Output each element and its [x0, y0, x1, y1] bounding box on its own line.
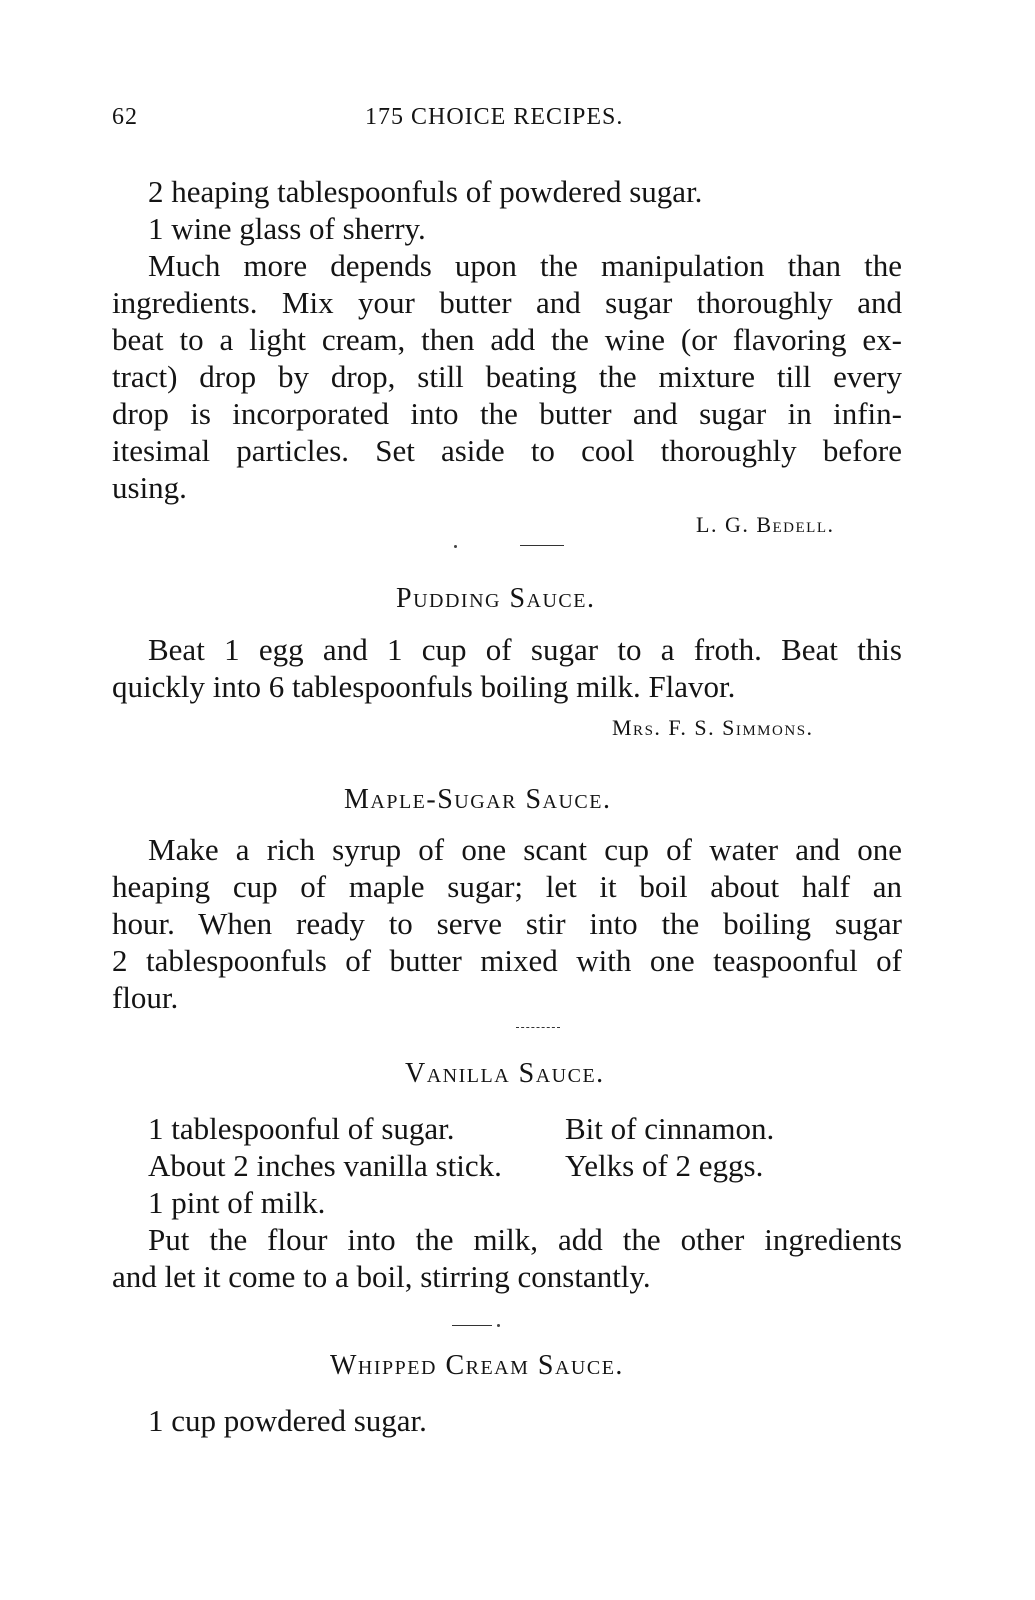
section-divider	[452, 1325, 492, 1326]
ingredient-line: 1 cup powdered sugar.	[148, 1403, 427, 1438]
recipe-title: Vanilla Sauce.	[405, 1058, 605, 1089]
recipe-title: Whipped Cream Sauce.	[330, 1350, 624, 1381]
paragraph-line: drop is incorporated into the butter and sugar in infin-	[112, 396, 902, 431]
paragraph-line: itesimal particles. Set aside to cool thoroughly before	[112, 433, 902, 468]
paragraph-line: quickly into 6 tablespoonfuls boiling milk. Flavor.	[112, 669, 736, 704]
paragraph-line: beat to a light cream, then add the wine (or flavoring ex-	[112, 322, 902, 357]
paragraph-line: Much more depends upon the manipulation than the	[148, 248, 902, 283]
ingredient-line: 1 tablespoonful of sugar.	[148, 1111, 455, 1146]
paragraph-line: hour. When ready to serve stir into the boiling sugar	[112, 906, 902, 941]
ornament-dot	[454, 545, 457, 548]
paragraph-line: flour.	[112, 980, 179, 1015]
ingredient-line: About 2 inches vanilla stick.	[148, 1148, 502, 1183]
running-title: 175 CHOICE RECIPES.	[365, 104, 624, 130]
signature: Mrs. F. S. Simmons.	[612, 715, 814, 740]
paragraph-line: using.	[112, 470, 187, 505]
recipe-title: Maple-Sugar Sauce.	[344, 784, 612, 815]
section-divider	[516, 1027, 560, 1028]
paragraph-line: Beat 1 egg and 1 cup of sugar to a froth. Beat this	[148, 632, 902, 667]
paragraph-line: Make a rich syrup of one scant cup of water and one	[148, 832, 902, 867]
ingredient-line: 2 heaping tablespoonfuls of powdered sugar.	[148, 174, 703, 209]
signature: L. G. Bedell.	[696, 512, 835, 537]
paragraph-line: and let it come to a boil, stirring constantly.	[112, 1259, 651, 1294]
ingredient-line: Bit of cinnamon.	[565, 1111, 775, 1146]
ingredient-line: 1 wine glass of sherry.	[148, 211, 426, 246]
paragraph-line: 2 tablespoonfuls of butter mixed with one teaspoonful of	[112, 943, 902, 978]
recipe-title: Pudding Sauce.	[396, 583, 596, 614]
ornament-dot	[497, 1324, 500, 1327]
paragraph-line: ingredients. Mix your butter and sugar thoroughly and	[112, 285, 902, 320]
paragraph-line: Put the flour into the milk, add the other ingredients	[148, 1222, 902, 1257]
page-number: 62	[112, 104, 138, 130]
paragraph-line: heaping cup of maple sugar; let it boil about half an	[112, 869, 902, 904]
ingredient-line: 1 pint of milk.	[148, 1185, 326, 1220]
section-divider	[520, 545, 564, 546]
ingredient-line: Yelks of 2 eggs.	[565, 1148, 764, 1183]
paragraph-line: tract) drop by drop, still beating the mixture till every	[112, 359, 902, 394]
